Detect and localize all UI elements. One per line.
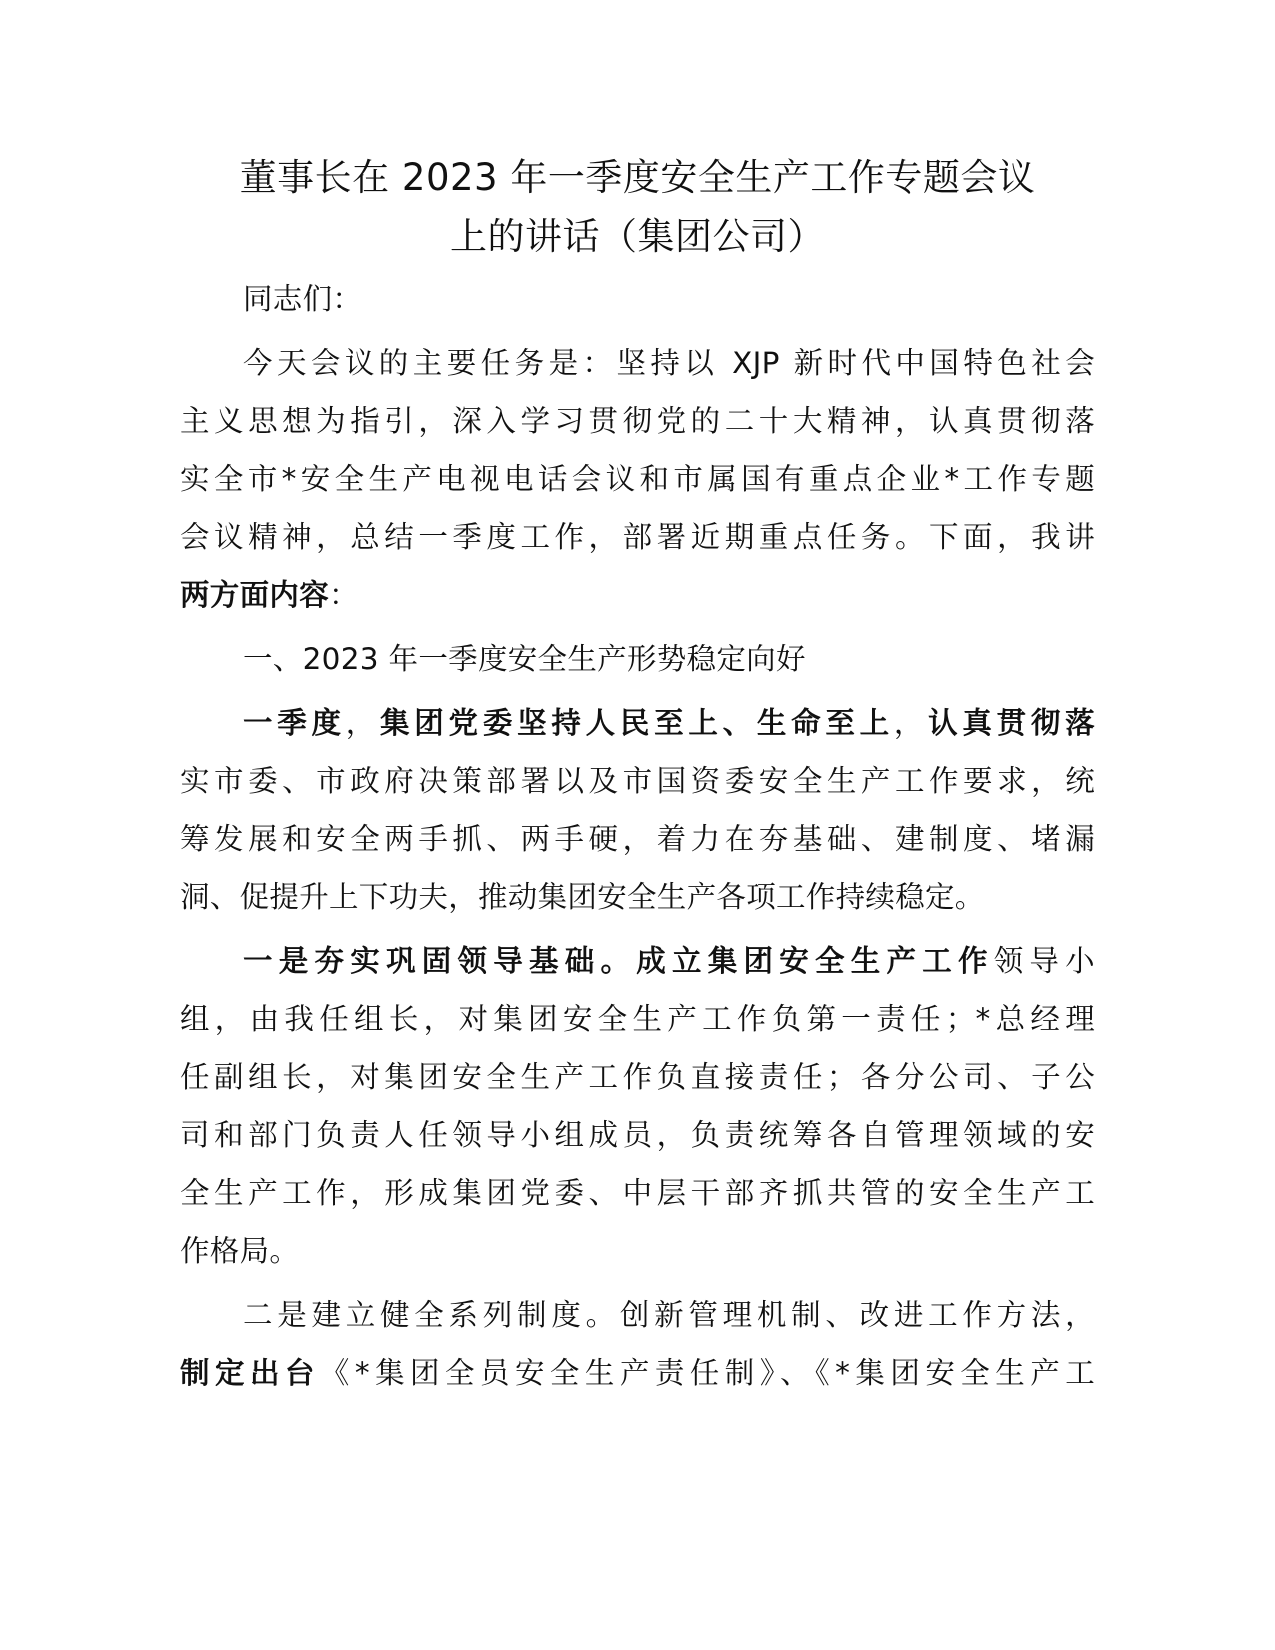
paragraph-q1-summary [180,694,1095,926]
paragraph-line: 实全市*安全生产电视电话会议和市属国有重点企业*工作专题 [180,462,1095,496]
bold-text: 制定出台 [180,1356,320,1390]
document-title [180,148,1095,266]
paragraph-line [180,694,1095,752]
paragraph-line: 今天会议的主要任务是：坚持以 XJP 新时代中国特色社会 [243,346,1095,380]
paragraph-line [180,566,1095,624]
section-heading-1 [180,630,1095,688]
bold-text: 集团党委坚持人民至上、生命至上 [380,706,894,740]
paragraph-text: ， [893,706,929,740]
bold-text: 两方面内容 [180,578,330,612]
paragraph-line: 实市委、市政府决策部署以及市国资委安全生产工作要求，统 [180,764,1095,798]
title-line-2: 上的讲话（集团公司） [450,215,825,258]
document-body [180,270,1095,1408]
paragraph-line: 组，由我任组长，对集团安全生产工作负第一责任；*总经理 [180,1002,1095,1036]
bold-text: 一是夯实巩固领导基础。成立集团安全生产工作 [243,944,994,978]
paragraph-line: 作格局。 [180,1234,300,1268]
salutation-paragraph [180,270,1095,328]
paragraph-line: 会议精神，总结一季度工作，部署近期重点任务。下面，我讲 [180,520,1095,554]
paragraph-line [180,1344,1095,1402]
paragraph-line: 洞、促提升上下功夫，推动集团安全生产各项工作持续稳定。 [180,880,985,914]
paragraph-systems [180,1286,1095,1402]
paragraph-text: ： [329,578,359,612]
paragraph-text: ， [345,706,381,740]
heading-text: 一、2023 年一季度安全生产形势稳定向好 [243,642,806,676]
paragraph-line: 二是建立健全系列制度。创新管理机制、改进工作方法， [243,1298,1095,1332]
paragraph-text: 《*集团全员安全生产责任制》、《*集团安全生产工 [319,1356,1096,1390]
paragraph-line: 司和部门负责人任领导小组成员，负责统筹各自管理领域的安 [180,1118,1095,1152]
paragraph-line: 任副组长，对集团安全生产工作负直接责任；各分公司、子公 [180,1060,1095,1094]
paragraph-line: 主义思想为指引，深入学习贯彻党的二十大精神，认真贯彻落 [180,404,1095,438]
paragraph-line [180,932,1095,990]
bold-text: 一季度 [243,706,346,740]
paragraph-text: 领导小 [993,944,1095,978]
paragraph-line: 筹发展和安全两手抓、两手硬，着力在夯基础、建制度、堵漏 [180,822,1095,856]
bold-text: 认真贯彻落 [928,706,1095,740]
paragraph-intro [180,334,1095,624]
paragraph-line: 全生产工作，形成集团党委、中层干部齐抓共管的安全生产工 [180,1176,1095,1210]
paragraph-leadership [180,932,1095,1280]
title-line-1: 董事长在 2023 年一季度安全生产工作专题会议 [239,156,1036,199]
salutation: 同志们： [243,282,363,316]
